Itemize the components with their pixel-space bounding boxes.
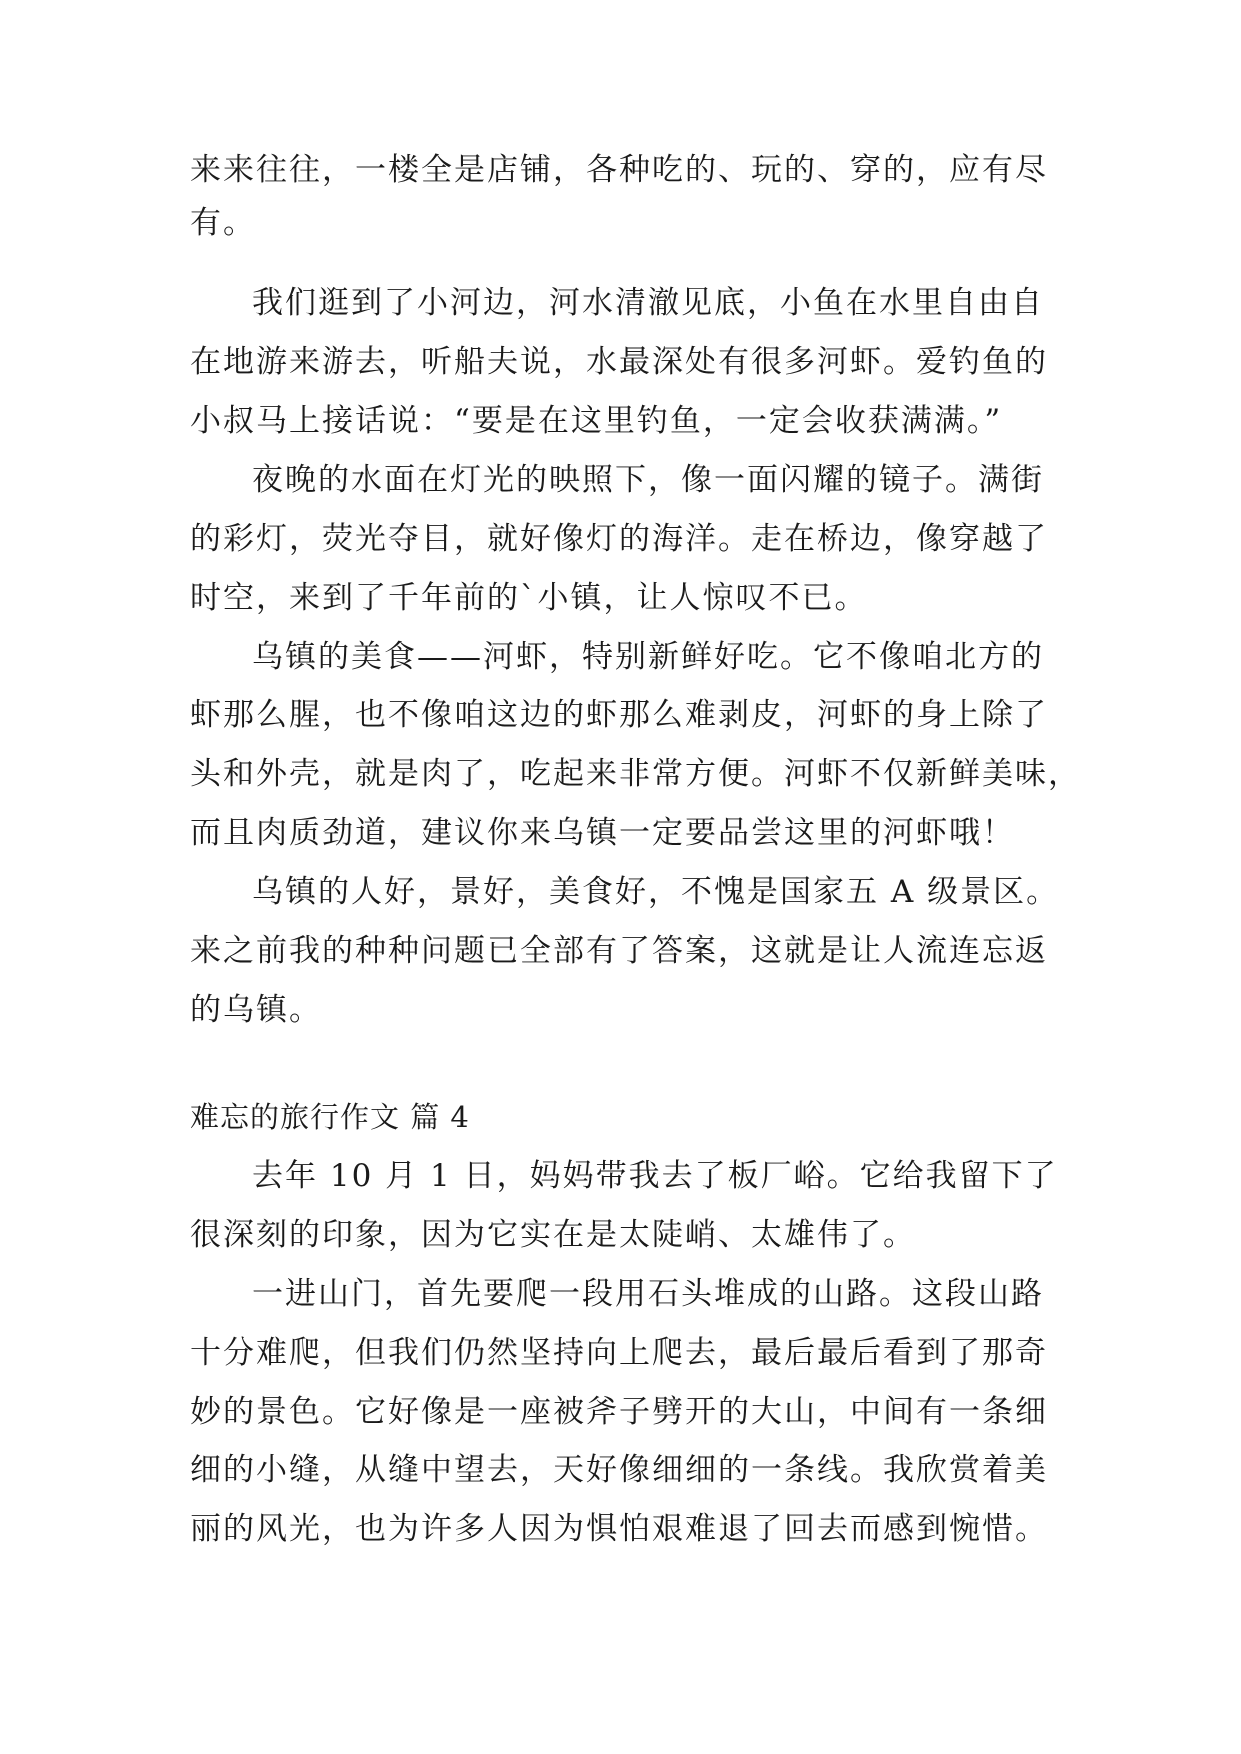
paragraph-start-line: 夜晚的水面在灯光的映照下，像一面闪耀的镜子。满街: [252, 462, 1044, 498]
text-line: 细的小缝，从缝中望去，天好像细细的一条线。我欣赏着美: [190, 1452, 1048, 1488]
paragraph-start-line: 一进山门，首先要爬一段用石头堆成的山路。这段山路: [252, 1276, 1044, 1312]
section-heading: 难忘的旅行作文 篇 4: [190, 1100, 470, 1134]
text-line: 丽的风光，也为许多人因为惧怕艰难退了回去而感到惋惜。: [190, 1511, 1048, 1547]
paragraph-start-line: 我们逛到了小河边，河水清澈见底，小鱼在水里自由自: [252, 285, 1044, 321]
text-line: 来之前我的种种问题已全部有了答案，这就是让人流连忘返: [190, 933, 1048, 969]
paragraph-start-line: 乌镇的美食——河虾，特别新鲜好吃。它不像咱北方的: [252, 639, 1044, 675]
text-line: 的乌镇。: [190, 992, 322, 1028]
text-line: 在地游来游去，听船夫说，水最深处有很多河虾。爱钓鱼的: [190, 344, 1048, 380]
text-line: 头和外壳，就是肉了，吃起来非常方便。河虾不仅新鲜美味，: [190, 756, 1081, 792]
text-line: 有。: [190, 205, 256, 241]
paragraph-start-line: 去年 10 月 1 日，妈妈带我去了板厂峪。它给我留下了: [252, 1158, 1058, 1194]
text-line: 很深刻的印象，因为它实在是太陡峭、太雄伟了。: [190, 1217, 916, 1253]
text-line: 而且肉质劲道，建议你来乌镇一定要品尝这里的河虾哦！: [190, 815, 1015, 851]
text-line: 小叔马上接话说：“要是在这里钓鱼，一定会收获满满。”: [190, 403, 1003, 439]
text-line: 虾那么腥，也不像咱这边的虾那么难剥皮，河虾的身上除了: [190, 697, 1048, 733]
text-line: 十分难爬，但我们仍然坚持向上爬去，最后最后看到了那奇: [190, 1335, 1048, 1371]
text-line: 妙的景色。它好像是一座被斧子劈开的大山，中间有一条细: [190, 1394, 1048, 1430]
text-line: 来来往往，一楼全是店铺，各种吃的、玩的、穿的，应有尽: [190, 152, 1048, 188]
text-line: 时空，来到了千年前的`小镇，让人惊叹不已。: [190, 580, 868, 616]
text-line: 的彩灯，荧光夺目，就好像灯的海洋。走在桥边，像穿越了: [190, 521, 1048, 557]
paragraph-start-line: 乌镇的人好，景好，美食好，不愧是国家五 A 级景区。: [252, 874, 1060, 910]
